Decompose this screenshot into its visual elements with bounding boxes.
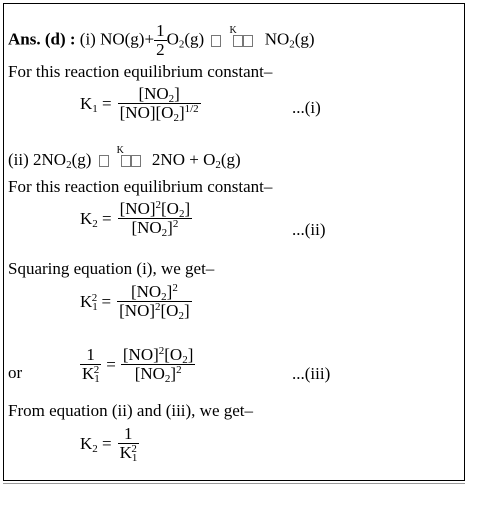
- text-eq-const-1: For this reaction equilibrium constant–: [8, 62, 273, 81]
- equilibrium-arrow-icon: [211, 24, 257, 49]
- k1-equation: [80, 85, 201, 122]
- state: (g): [184, 29, 205, 49]
- final-lhs: $K_2$ =: [80, 433, 112, 455]
- k2-denominator: $[NO_2]^2$: [118, 218, 193, 237]
- inverse-equation: [80, 346, 195, 383]
- equilibrium-arrow-icon: [99, 145, 145, 169]
- coef-numerator: 1: [156, 21, 165, 40]
- state: (g): [71, 150, 92, 169]
- reaction-ii-reactant: 2NO: [33, 150, 67, 169]
- subscript: 2: [289, 38, 295, 51]
- k2-numerator: $[NO]^2[O_2]$: [119, 199, 191, 220]
- arrow-k-label: K: [116, 145, 124, 157]
- answer-label: Ans. (d) :: [8, 29, 76, 49]
- k1-squared-equation: [80, 283, 192, 320]
- final-numerator: 1: [124, 424, 133, 443]
- k1-denominator: $[NO][O_2]^{1/2}$: [119, 103, 199, 124]
- reaction-i-reactant-no: NO(g): [100, 29, 145, 49]
- reaction-ii-products: 2NO + O: [151, 150, 216, 169]
- or-label: or: [8, 363, 23, 382]
- plus-sign: +: [144, 29, 155, 49]
- reaction-i-reactant-o2: O: [166, 29, 179, 49]
- k1-lhs: $K_1$ =: [80, 93, 112, 115]
- subscript: 2: [215, 159, 221, 171]
- bottom-divider: [3, 483, 465, 484]
- k1-numerator: $[NO_2]$: [138, 84, 180, 105]
- inv-lhs-denominator: $K_1^2$: [82, 364, 100, 385]
- subscript: 2: [178, 38, 185, 51]
- tag-ii: ...(ii): [292, 220, 326, 239]
- tag-i: ...(i): [292, 98, 321, 117]
- tag-iii: ...(iii): [292, 364, 331, 383]
- final-fraction: [118, 425, 139, 462]
- inv-rhs-denominator: $[NO_2]^2$: [121, 364, 196, 383]
- coef-denominator: 2: [156, 40, 165, 59]
- k1-fraction: [118, 85, 201, 122]
- text-from-equations: From equation (ii) and (iii), we get–: [8, 401, 254, 420]
- k1sq-denominator: $[NO]^2[O_2]$: [119, 301, 190, 322]
- reaction-i-line: [8, 22, 315, 59]
- text-squaring: Squaring equation (i), we get–: [8, 259, 215, 278]
- reaction-ii-line: [8, 145, 241, 171]
- text-eq-const-2: For this reaction equilibrium constant–: [8, 177, 273, 196]
- state: (g): [220, 150, 241, 169]
- equals-sign: =: [106, 354, 116, 374]
- k1sq-numerator: $[NO_2]^2$: [130, 282, 178, 303]
- part-i-marker: (i): [79, 29, 96, 49]
- subscript: 2: [66, 159, 72, 171]
- state: (g): [294, 29, 315, 49]
- half-coefficient: [154, 22, 167, 59]
- k2-lhs: $K_2$ =: [80, 208, 112, 230]
- final-equation: [80, 425, 139, 462]
- reaction-i-product: NO: [264, 29, 290, 49]
- inv-rhs-numerator: $[NO]^2[O_2]$: [122, 345, 194, 366]
- inv-lhs-fraction: [80, 346, 101, 383]
- inv-lhs-numerator: 1: [86, 345, 95, 364]
- k2-equation: [80, 200, 192, 237]
- k2-fraction: [118, 200, 193, 237]
- k1sq-lhs: $K_1^2$ =: [80, 291, 112, 313]
- part-ii-marker: (ii): [8, 150, 29, 169]
- inv-rhs-fraction: [121, 346, 196, 383]
- final-denominator: $K_1^2$: [119, 443, 138, 464]
- arrow-k-label: K: [229, 24, 237, 36]
- k1sq-fraction: [117, 283, 192, 320]
